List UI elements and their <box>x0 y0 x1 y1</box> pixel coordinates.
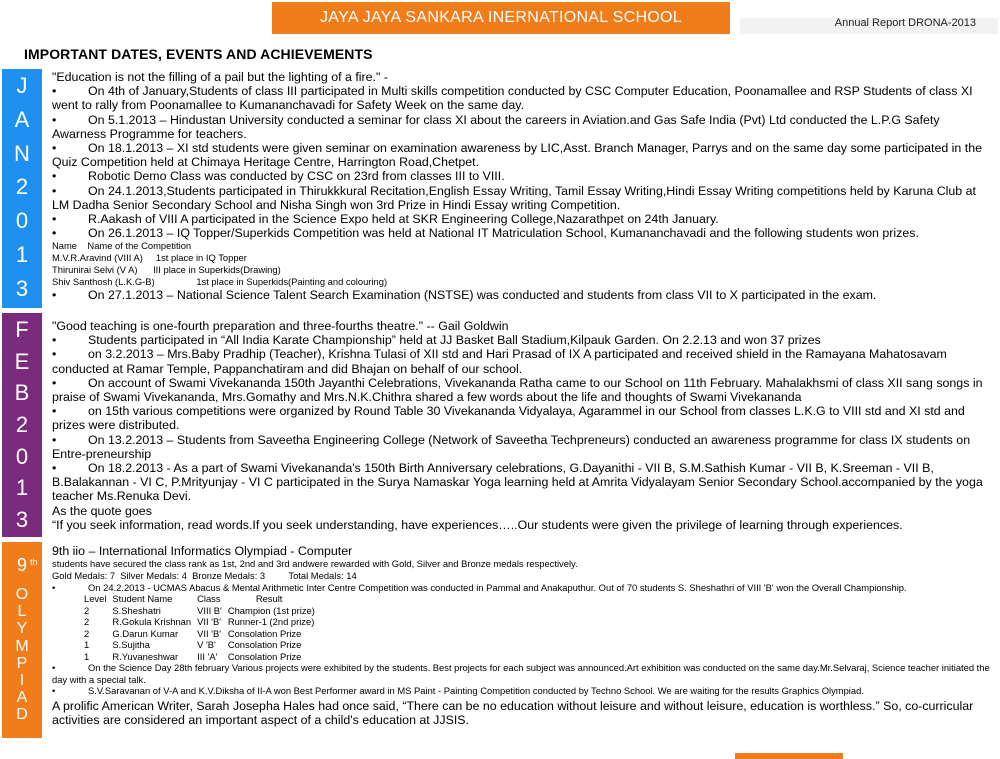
tab-letter: E <box>14 348 30 374</box>
tab-letter: 1 <box>15 242 29 268</box>
table-row <box>84 639 321 651</box>
table-cell: 2 <box>84 627 90 639</box>
prize-line: Thirunirai Selvi (V A) III place in Superkids(Drawing) <box>52 264 281 276</box>
tab-letter: A <box>14 106 30 132</box>
feb-2013-tab <box>2 313 42 537</box>
tab-letter: P <box>16 654 28 672</box>
school-name: JAYA JAYA SANKARA INERNATIONAL SCHOOL <box>319 9 682 26</box>
feb-closing-intro: As the quote goes <box>52 503 152 518</box>
tab-letter: L <box>17 603 27 621</box>
footer-accent-bar <box>735 753 843 759</box>
olympiad-title: 9th iio – International Informatics Olympiad - Computer <box>52 544 353 558</box>
ucmas-results-table <box>84 593 321 662</box>
jan-quote: "Education is not the filling of a pail but the lighting of a fire." - <box>52 70 388 84</box>
table-row <box>84 605 321 617</box>
table-cell: 1 <box>84 650 90 662</box>
prize-line: M.V.R.Aravind (VIII A) 1st place in IQ Topper <box>52 252 247 264</box>
table-row <box>84 616 321 628</box>
table-cell: VII 'B' <box>197 627 222 639</box>
table-cell: V 'B' <box>197 639 216 651</box>
tab-letter: F <box>15 317 29 342</box>
page-header <box>0 0 1000 38</box>
tab-letter: A <box>16 689 28 707</box>
jan-2013-tab <box>2 69 42 308</box>
feb-bullet: • on 15th various competitions were organized by Round Table 30 Vivekananda Vidyalaya, Agarammel in our School from classes L.K.G to VIII std and XI std and prizes were distributed. <box>52 404 965 433</box>
olympiad-rank-line: students have secured the class rank as 1st, 2nd and 3rd andwere rewarded with Gold, Silver and Bronze medals respectively. <box>52 558 578 570</box>
tab-letter: 0 <box>15 208 29 234</box>
table-cell: R.Yuvaneshwar <box>112 650 179 662</box>
tab-letter: 3 <box>15 506 29 532</box>
tab-letter: B <box>14 380 30 406</box>
table-row <box>84 651 321 663</box>
tab-letter: I <box>19 672 25 690</box>
feb-bullet: • on 3.2.2013 – Mrs.Baby Pradhip (Teacher), Krishna Tulasi of XII std and Hari Prasad of IX A participated and received shield in the Ramayana Mahatosavam conducted at Ramar Temple, Pappanchatiram and did Bhajan on behalf of our school. <box>52 347 947 376</box>
olympiad-section <box>52 544 996 727</box>
table-header: Result <box>255 593 283 605</box>
jan-section <box>52 70 996 302</box>
olympiad-tab <box>2 542 42 738</box>
section-heading: IMPORTANT DATES, EVENTS AND ACHIEVEMENTS <box>24 46 373 62</box>
prize-line: Name Name of the Competition <box>52 240 192 252</box>
table-cell: 2 <box>84 604 90 616</box>
tab-letter: 3 <box>15 275 29 301</box>
tab-number: 9 th <box>16 555 38 575</box>
table-cell: S.Sheshatri <box>112 604 161 616</box>
table-header: Student Name <box>112 593 173 605</box>
tab-letter: M <box>15 637 29 655</box>
table-cell: 1 <box>84 639 90 651</box>
ucmas-bullet: • On 24.2.2013 - UCMAS Abacus & Mental Arithmetic Inter Centre Competition was conducted in Pammal and Anakaputhur. Out of 70 students S. Sheshathri of VIII 'B' won the Overall Championship. <box>52 581 907 593</box>
tab-letter: 2 <box>15 174 29 200</box>
table-cell: VIII B' <box>197 604 222 616</box>
feb-bullet: • Students participated in “All India Karate Championship” held at JJ Basket Ball Stadium,Kilpauk Garden. On 2.2.13 and won 37 prizes <box>52 333 821 348</box>
tab-letter: 1 <box>15 475 29 501</box>
feb-closing-quote: “If you seek information, read words.If you seek understanding, have experiences…..Our students were given the privilege of learning through experiences. <box>52 517 903 532</box>
feb-bullet: • On 13.2.2013 – Students from Saveetha Engineering College (Network of Saveetha Techpreneurs) conducted an awareness programme for class IX students on Entre-preneurship <box>52 432 971 461</box>
jan-bullet: • On 26.1.2013 – IQ Topper/Superkids Competition was held at National IT Matriculation School, Kumananchavadi and the following students won prizes. <box>52 226 919 241</box>
jan-bullet: • On 27.1.2013 – National Science Talent Search Examination (NSTSE) was conducted and students from class VII to X participated in the exam. <box>52 287 877 302</box>
jan-bullet: • R.Aakash of VIII A participated in the Science Expo held at SKR Engineering College,Nazarathpet on 24th January. <box>52 212 719 227</box>
prize-line: Shiv Santhosh (L.K.G-B) 1st place in Superkids(Painting and colouring) <box>52 275 388 287</box>
jan-bullet: • On 5.1.2013 – Hindustan University conducted a seminar for class XI about the careers in Aviation.and Gas Safe India (Pvt) Ltd conducted the L.P.G Safety Awarness Programme for teachers. <box>52 112 940 141</box>
table-header: Class <box>197 593 221 605</box>
tab-letter: J <box>16 73 28 98</box>
olympiad-closing: A prolific American Writer, Sarah Josepha Hales had once said, “There can be no education without leisure and without leisure, education is worthless.” So, co-curricular activities are considered an important aspect of a child's education at JJSIS. <box>52 698 974 727</box>
table-cell: G.Darun Kumar <box>112 627 179 639</box>
tab-letter: N <box>14 140 30 166</box>
feb-bullet: • On 18.2.2013 - As a part of Swami Vivekananda's 150th Birth Anniversary celebrations, G.Dayanithi - VII B, S.M.Sathish Kumar - VII B, K.Sreeman - VII B, B.Balakannan - VI C, P.Mrityunjay - VI C participated in the Surya Namaskar Yoga learning held at Amrita Vidyalayam Senior Secondary School.accompanied by the yoga teacher Ms.Renuka Devi. <box>52 461 983 504</box>
table-cell: VII 'B' <box>197 616 222 628</box>
table-row <box>84 628 321 640</box>
techno-bullet: • S.V.Saravanan of V-A and K.V.Diksha of II-A won Best Performer award in MS Paint - Painting Competition conducted by Techno School. We are waiting for the results Graphics Olympiad. <box>52 685 864 697</box>
jan-bullet: • On 4th of January,Students of class III participated in Multi skills competition conducted by CSC Computer Education, Poonamallee and RSP Students of class XI went to rally from Poonamallee to Kumananchavadi for Safety Week on the same day. <box>52 84 973 113</box>
tab-letter: Y <box>16 620 28 638</box>
table-cell: S.Sujitha <box>112 639 150 651</box>
jan-bullet: • On 24.1.2013,Students participated in Thirukkkural Recitation,English Essay Writing, Tamil Essay Writing,Hindi Essay Writing competitions held by Karuna Club at LM Dadha Senior Secondary School and Nisha Singh won 3rd Prize in Hindi Essay writing Competition. <box>52 183 976 212</box>
feb-section <box>52 319 996 532</box>
tab-letter: D <box>16 706 28 724</box>
table-header-row <box>84 593 321 605</box>
medals-line: Gold Medals: 7 Silver Medals: 4 Bronze Medals: 3 Total Medals: 14 <box>52 570 357 581</box>
table-cell: Consolation Prize <box>227 650 302 662</box>
jan-bullet: • Robotic Demo Class was conducted by CSC on 23rd from classes III to VIII. <box>52 169 505 184</box>
table-cell: R.Gokula Krishnan <box>112 616 192 628</box>
table-cell: Consolation Prize <box>227 627 302 639</box>
table-cell: III 'A' <box>197 650 218 662</box>
feb-bullet: • On account of Swami Vivekananda 150th Jayanthi Celebrations, Vivekananda Ratha came to our School on 11th February. Mahalakhsmi of class XII sang songs in praise of Swami Vivekananda, Mrs.Gomathy and Mrs.N.K.Chithra shared a few words about the life and thoughts of Swami Vivekananda <box>52 375 983 405</box>
tab-letter: 0 <box>15 443 29 469</box>
table-cell: Runner-1 (2nd prize) <box>227 616 315 628</box>
tab-letter: O <box>15 586 29 603</box>
report-label: Annual Report DRONA-2013 <box>834 17 976 29</box>
table-cell: Champion (1st prize) <box>227 604 315 616</box>
jan-bullet: • On 18.1.2013 – XI std students were given seminar on examination awareness by LIC,Asst. Branch Manager, Parrys and on the same day some participated in the Quiz Competition held at Chimaya Heritage Centre, Harrington Road,Chetpet. <box>52 141 982 170</box>
tab-letter: 2 <box>15 411 29 437</box>
table-cell: 2 <box>84 616 90 628</box>
table-header: Level <box>84 593 107 605</box>
science-day-bullet: • On the Science Day 28th february Various projects were exhibited by the students. Best projects for each subject was announced.Art exhibition was conducted on the same day.Mr.Selvaraj, Science teacher initiated the day with a special talk. <box>52 662 990 685</box>
feb-quote: "Good teaching is one-fourth preparation and three-fourths theatre." -- Gail Goldwin <box>52 319 509 333</box>
table-cell: Consolation Prize <box>227 639 302 651</box>
